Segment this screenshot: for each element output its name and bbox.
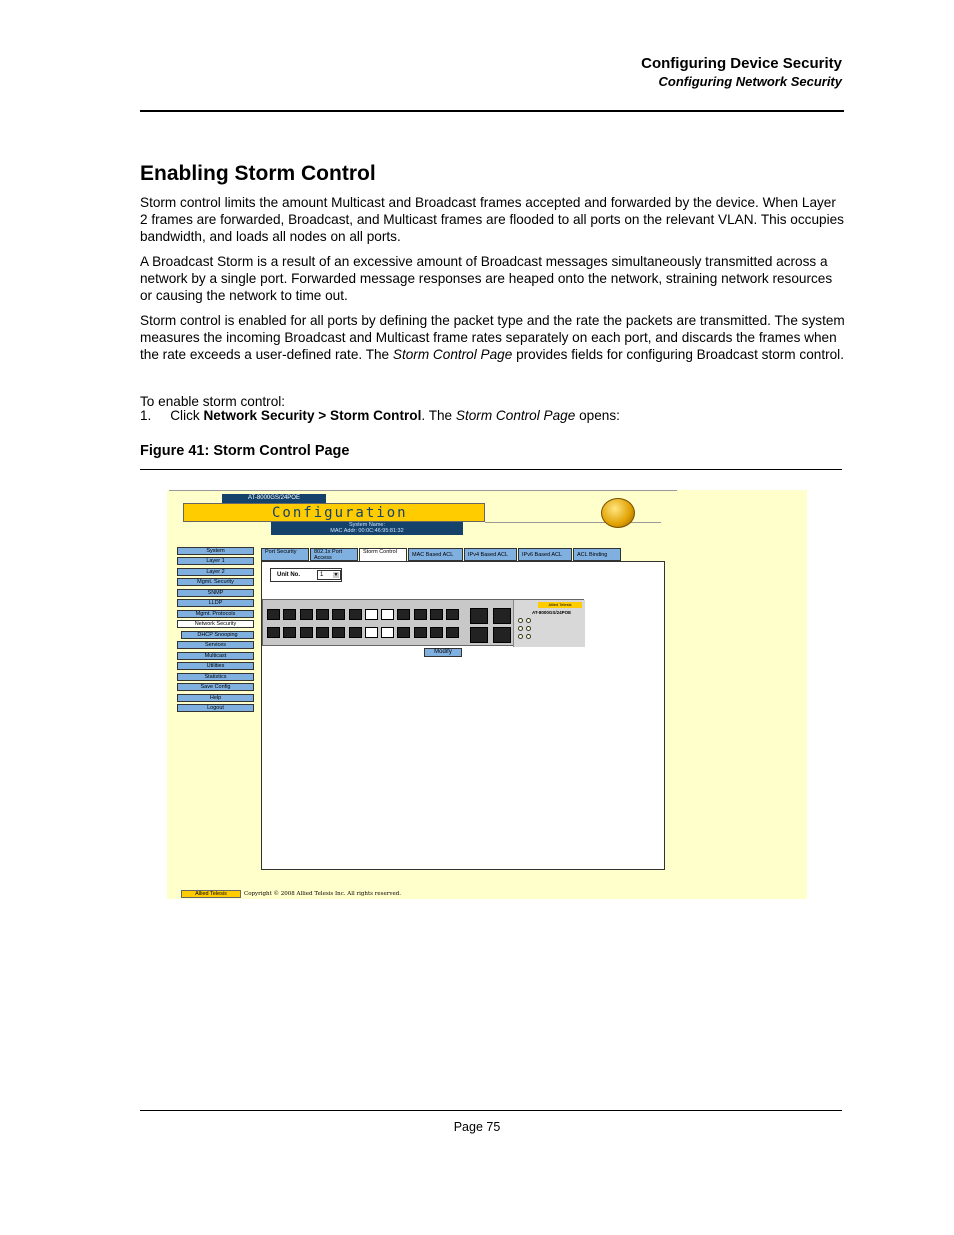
led-icon	[518, 634, 523, 639]
paragraph-2: A Broadcast Storm is a result of an excessive amount of Broadcast messages simultaneously transmitted across a network by a single port. Forwarded message responses are heaped onto the network, straining network resources or causing the network to time out.	[140, 254, 833, 304]
step-1: 1. Click Network Security > Storm Control. The Storm Control Page opens:	[140, 408, 620, 423]
ethernet-port[interactable]	[283, 609, 296, 620]
led-icon	[526, 634, 531, 639]
nav-mgmt-protocols[interactable]: Mgmt. Protocols	[177, 610, 254, 618]
led-icon	[526, 618, 531, 623]
led-icon	[526, 626, 531, 631]
ethernet-port[interactable]	[446, 609, 459, 620]
ethernet-port[interactable]	[381, 609, 394, 620]
ethernet-port[interactable]	[414, 609, 427, 620]
nav-system[interactable]: System	[177, 547, 254, 555]
unit-label: Unit No.	[277, 572, 300, 578]
ethernet-port[interactable]	[349, 609, 362, 620]
figure-caption: Figure 41: Storm Control Page	[140, 443, 350, 459]
nav-layer-2[interactable]: Layer 2	[177, 568, 254, 576]
nav-multicast[interactable]: Multicast	[177, 652, 254, 660]
ethernet-port[interactable]	[267, 609, 280, 620]
ethernet-port[interactable]	[332, 609, 345, 620]
dropdown-arrow-icon: ▼	[333, 572, 339, 578]
switch-logo-area	[513, 600, 585, 647]
ethernet-port[interactable]	[349, 627, 362, 638]
ethernet-port[interactable]	[332, 627, 345, 638]
ethernet-port[interactable]	[446, 627, 459, 638]
nav-snmp[interactable]: SNMP	[177, 589, 254, 597]
tab-ipv4-based-acl[interactable]: IPv4 Based ACL	[464, 548, 517, 561]
ethernet-port[interactable]	[365, 609, 378, 620]
ethernet-port[interactable]	[381, 627, 394, 638]
allied-telesis-logo: Allied Telesis	[181, 890, 241, 898]
system-info: System Name: MAC Addr: 00:0C:46:95:81:32	[271, 522, 463, 535]
tab-port-security[interactable]: Port Security	[261, 548, 309, 561]
nav-help[interactable]: Help	[177, 694, 254, 702]
nav-lldp[interactable]: LLDP	[177, 599, 254, 607]
tab-port-access[interactable]: 802.1x Port Access	[310, 548, 358, 561]
content-panel	[261, 561, 665, 870]
switch-model: AT-8000GS/24POE	[532, 610, 572, 615]
ethernet-port[interactable]	[316, 609, 329, 620]
nav-save-config[interactable]: Save Config	[177, 683, 254, 691]
page-number: Page 75	[453, 1120, 501, 1134]
screenshot-top-border	[169, 490, 677, 491]
ethernet-port[interactable]	[430, 609, 443, 620]
ethernet-port[interactable]	[365, 627, 378, 638]
nav-network-security[interactable]: Network Security	[177, 620, 254, 628]
ethernet-port[interactable]	[267, 627, 280, 638]
footer-rule	[140, 1110, 842, 1111]
ethernet-port[interactable]	[430, 627, 443, 638]
led-icon	[518, 626, 523, 631]
sfp-port[interactable]	[470, 608, 488, 624]
configuration-banner: Configuration	[183, 503, 485, 522]
nav-mgmt-security[interactable]: Mgmt. Security	[177, 578, 254, 586]
tab-ipv6-based-acl[interactable]: IPv6 Based ACL	[518, 548, 572, 561]
running-header-title: Configuring Device Security	[641, 55, 842, 72]
copyright-text: Copyright © 2008 Allied Telesis Inc. All rights reserved.	[244, 891, 401, 897]
ethernet-port[interactable]	[397, 627, 410, 638]
model-tab: AT-8000GS/24POE	[222, 494, 326, 503]
switch-panel	[262, 599, 584, 646]
tab-storm-control[interactable]: Storm Control	[359, 548, 407, 561]
nav-dhcp-snooping[interactable]: DHCP Snooping	[181, 631, 254, 639]
nav-statistics[interactable]: Statistics	[177, 673, 254, 681]
nav-utilities[interactable]: Utilities	[177, 662, 254, 670]
banner-line	[485, 522, 661, 523]
sfp-port[interactable]	[493, 608, 511, 624]
nav-services[interactable]: Services	[177, 641, 254, 649]
step-intro: To enable storm control:	[140, 394, 286, 409]
ethernet-port[interactable]	[397, 609, 410, 620]
nav-layer-1[interactable]: Layer 1	[177, 557, 254, 565]
running-header-subtitle: Configuring Network Security	[658, 74, 842, 89]
modify-button[interactable]: Modify	[424, 648, 462, 657]
ethernet-port[interactable]	[300, 609, 313, 620]
ethernet-port[interactable]	[316, 627, 329, 638]
unit-selector	[270, 568, 342, 582]
sfp-port[interactable]	[493, 627, 511, 643]
ethernet-port[interactable]	[414, 627, 427, 638]
header-rule	[140, 110, 844, 112]
storm-control-screenshot	[167, 490, 807, 899]
tab-mac-based-acl[interactable]: MAC Based ACL	[408, 548, 463, 561]
ethernet-port[interactable]	[300, 627, 313, 638]
section-title: Enabling Storm Control	[140, 162, 376, 185]
ethernet-port[interactable]	[283, 627, 296, 638]
switch-brand: Allied Telesis	[538, 602, 582, 608]
paragraph-3: Storm control is enabled for all ports by defining the packet type and the rate the packets are transmitted. The system measures the incoming Broadcast and Multicast frame rates separately on each port, and discards the frames when the rate exceeds a user-defined rate. The Storm Control Page provides fields for configuring Broadcast storm control.	[140, 313, 845, 363]
figure-rule	[140, 469, 842, 470]
led-icon	[518, 618, 523, 623]
nav-logout[interactable]: Logout	[177, 704, 254, 712]
sfp-port[interactable]	[470, 627, 488, 643]
paragraph-1: Storm control limits the amount Multicast and Broadcast frames accepted and forwarded by the device. When Layer 2 frames are forwarded, Broadcast, and Multicast frames are flooded to all ports on the relevant VLAN. This occupies bandwidth, and loads all nodes on all ports.	[140, 195, 844, 245]
unit-select[interactable]: 1 ▼	[317, 570, 341, 580]
tab-acl-binding[interactable]: ACL Binding	[573, 548, 621, 561]
globe-logo-icon	[601, 498, 635, 528]
